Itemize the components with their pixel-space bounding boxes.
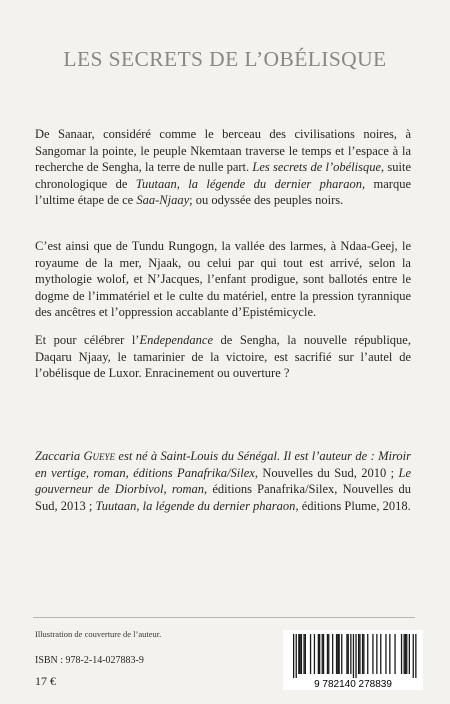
paragraph1-segment: , marque l’ultime étape de ce bbox=[35, 176, 411, 208]
barcode-bar bbox=[401, 634, 402, 674]
barcode-bar bbox=[301, 634, 302, 674]
barcode-bar bbox=[332, 634, 333, 674]
paragraph1-segment: Tuutaan, la légende du dernier pharaon bbox=[135, 176, 363, 191]
barcode-bar bbox=[314, 634, 315, 674]
barcode-bar bbox=[350, 634, 351, 674]
barcode-bar bbox=[319, 634, 320, 674]
barcode-bar bbox=[404, 634, 405, 674]
barcode-bar bbox=[358, 634, 359, 674]
barcode-bar bbox=[323, 634, 324, 674]
barcode-bar bbox=[406, 634, 407, 674]
author_bio-segment: , Nouvelles du Sud, 2010 ; bbox=[254, 465, 399, 480]
barcode-bar bbox=[355, 634, 356, 678]
barcode-bar bbox=[359, 634, 360, 674]
barcode-bar bbox=[339, 634, 340, 674]
author_bio-segment: Gueye bbox=[83, 449, 116, 463]
barcode-bar bbox=[322, 634, 323, 674]
divider bbox=[33, 617, 415, 618]
paragraph3-segment: de Sengha, la nouvelle république, Daqaru Njaay, le tamarinier de la victoire, est sacrifié sur l’autel de l’obélisque de Luxor. Enracinement ou ouverture ? bbox=[35, 333, 411, 381]
paragraph2-segment: C’est ainsi que de Tundu Rungogn, la vallée des larmes, à Ndaa-Geej, le royaume de la mer, Njaak, ou celui par qui tout est arrivé, selon la mythologie wolof, et N’Jacques, l’enfant prodigue, sont ballotés entre le dogme de l’immatériel et le culte du matériel, entre la pression tyrannique des ancêtres et l’oppression accablante d’Epistémicycle. bbox=[35, 239, 411, 320]
barcode-bar bbox=[310, 634, 311, 674]
paragraph1-segment: Saa-Njaay bbox=[136, 193, 190, 208]
barcode-bar bbox=[328, 634, 329, 674]
barcode-bar bbox=[337, 634, 338, 674]
barcode-bar bbox=[415, 634, 416, 678]
author-biography bbox=[35, 448, 411, 514]
paragraph3-segment: Et pour célébrer l’ bbox=[35, 333, 140, 347]
barcode-bar bbox=[305, 634, 306, 674]
barcode-bar bbox=[346, 634, 347, 674]
barcode-bar bbox=[380, 634, 381, 674]
barcode-bar bbox=[362, 634, 363, 674]
isbn: ISBN : 978-2-14-027883-9 bbox=[35, 655, 144, 666]
barcode-bar bbox=[303, 634, 304, 674]
barcode-bar bbox=[353, 634, 354, 678]
barcode-bars bbox=[293, 634, 417, 678]
barcode-bar bbox=[348, 634, 349, 674]
synopsis-paragraph-2 bbox=[35, 238, 411, 321]
price: 17 € bbox=[35, 674, 56, 688]
barcode-bar bbox=[336, 634, 337, 674]
paragraph1-segment: , suite chronologique de bbox=[35, 160, 411, 191]
barcode-bar bbox=[298, 634, 299, 674]
author_bio-segment: , éditions Plume, 2018. bbox=[295, 498, 411, 513]
barcode-bar bbox=[389, 634, 390, 674]
synopsis-paragraph-1 bbox=[35, 126, 411, 209]
author_bio-segment: , éditions Panafrika/Silex, Nouvelles du Sud, 2013 ; bbox=[35, 482, 411, 513]
author_bio-segment: Zaccaria bbox=[35, 449, 84, 463]
synopsis-paragraph-3 bbox=[35, 332, 411, 382]
barcode-bar bbox=[376, 634, 377, 674]
author_bio-segment: est né à Saint-Louis du Sénégal. Il est l’auteur de : Miroir en vertige, roman, éditions Panafrika/Silex bbox=[35, 449, 411, 480]
barcode bbox=[283, 630, 423, 690]
barcode-bar bbox=[409, 634, 410, 674]
barcode-bar bbox=[385, 634, 386, 674]
cover-credit: Illustration de couverture de l’auteur. bbox=[35, 629, 162, 639]
barcode-bar bbox=[318, 634, 319, 674]
barcode-bar bbox=[413, 634, 414, 678]
barcode-bar bbox=[394, 634, 395, 674]
author_bio-segment: Le gouverneur de Diorbivol, roman bbox=[35, 465, 412, 497]
barcode-bar bbox=[293, 634, 294, 678]
barcode-bar bbox=[341, 634, 342, 674]
barcode-number: 9 782140 278839 bbox=[314, 679, 392, 690]
book-title: LES SECRETS DE L’OBÉLISQUE bbox=[63, 47, 387, 71]
barcode-bar bbox=[367, 634, 368, 674]
author_bio-segment: Tuutaan, la légende du dernier pharaon bbox=[95, 498, 296, 513]
barcode-bar bbox=[300, 634, 301, 674]
paragraph1-segment: Les secrets de l’obélisque bbox=[252, 160, 382, 175]
paragraph1-segment: De Sanaar, considéré comme le berceau des civilisations noires, à Sangomar la pointe, le peuple Nkemtaan traverse le temps et l’espace à la recherche de Sengha, la terre de nulle part. bbox=[35, 127, 411, 175]
barcode-bar bbox=[405, 634, 406, 674]
paragraph1-segment: ; ou odyssée des peuples noirs. bbox=[189, 193, 344, 208]
barcode-bar bbox=[327, 634, 328, 674]
barcode-bar bbox=[372, 634, 373, 674]
barcode-bar bbox=[296, 634, 297, 678]
barcode-bar bbox=[363, 634, 364, 674]
paragraph3-segment: Endependance bbox=[139, 333, 214, 347]
